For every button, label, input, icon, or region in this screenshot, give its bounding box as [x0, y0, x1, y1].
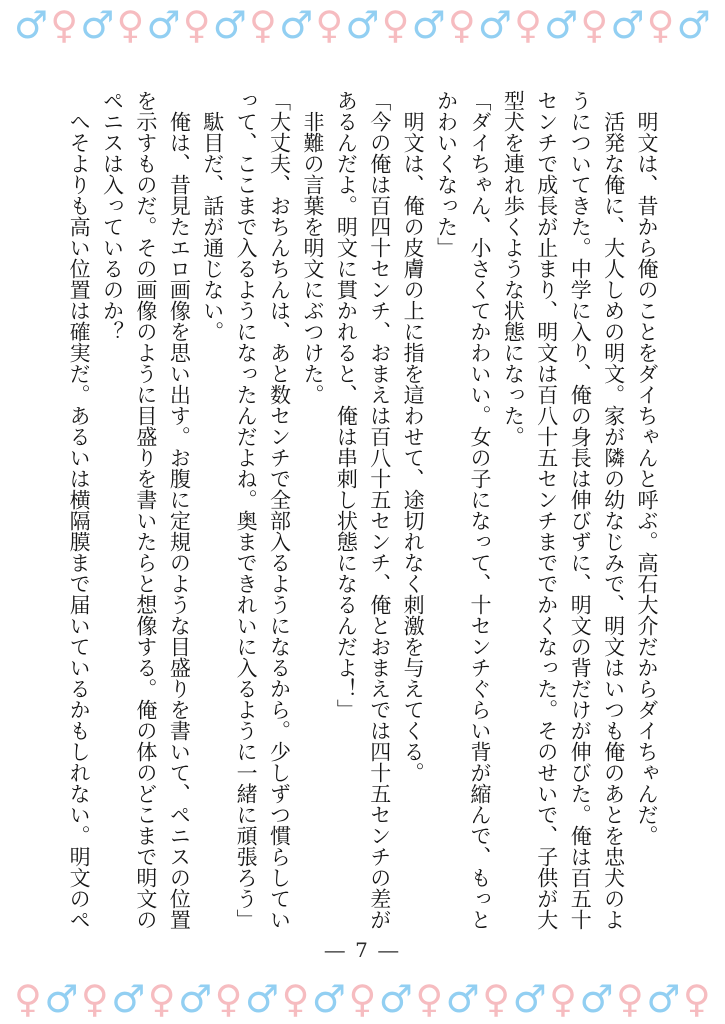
male-symbol-icon: ♂	[311, 977, 346, 1021]
male-symbol-icon: ♂	[579, 977, 614, 1021]
female-symbol-icon: ♀	[447, 3, 476, 47]
female-symbol-icon: ♀	[415, 977, 444, 1021]
paragraph: 明文は、昔から俺のことをダイちゃんと呼ぶ。高石大介だからダイちゃんだ。	[635, 111, 659, 846]
male-symbol-icon: ♂	[477, 3, 512, 47]
male-symbol-icon: ♂	[676, 3, 711, 47]
female-symbol-icon: ♀	[281, 977, 310, 1021]
male-symbol-icon: ♂	[245, 977, 280, 1021]
female-symbol-icon: ♀	[580, 3, 609, 47]
page-number	[0, 938, 725, 962]
male-symbol-icon: ♂	[111, 977, 146, 1021]
female-symbol-icon: ♀	[214, 977, 243, 1021]
female-symbol-icon: ♀	[482, 977, 511, 1021]
paragraph: へそよりも高い位置は確実だ。あるいは横隔膜まで届いているかもしれない。明文のペ	[67, 111, 92, 930]
male-symbol-icon: ♂	[646, 977, 681, 1021]
female-symbol-icon: ♀	[381, 3, 410, 47]
female-symbol-icon: ♀	[80, 977, 109, 1021]
paragraph: 「大丈夫、おちんちんは、あと数センチで全部入るようになるから。少しずつ慣らしていって、ここまで入るようになったんだよね。奥まできれいに入るように一緒に頑張ろう」	[234, 90, 292, 930]
female-symbol-icon: ♀	[50, 3, 79, 47]
paragraph: 活発な俺に、大人しめの明文。家が隣の幼なじみで、明文はいつも俺のあとを忠犬のようについてきた。中学に入り、俺の身長は伸びずに、明文の背だけが伸びた。俺は百五十センチで成長が止まり、明文は百八十五センチまででかくなった。そのせいで、子供が大型犬を連れ歩くような状態になった。	[501, 90, 626, 930]
page-number-label: ― 7 ―	[324, 938, 401, 962]
male-symbol-icon: ♂	[544, 3, 579, 47]
female-symbol-icon: ♀	[116, 3, 145, 47]
male-symbol-icon: ♂	[512, 977, 547, 1021]
male-symbol-icon: ♂	[80, 3, 115, 47]
top-gender-symbol-border	[0, 2, 725, 48]
male-symbol-icon: ♂	[178, 977, 213, 1021]
novel-body-text	[61, 90, 663, 932]
male-symbol-icon: ♂	[610, 3, 645, 47]
male-symbol-icon: ♂	[411, 3, 446, 47]
male-symbol-icon: ♂	[44, 977, 79, 1021]
male-symbol-icon: ♂	[146, 3, 181, 47]
female-symbol-icon: ♀	[147, 977, 176, 1021]
female-symbol-icon: ♀	[514, 3, 542, 47]
female-symbol-icon: ♀	[616, 977, 644, 1021]
paragraph: 非難の言葉を明文にぶつけた。	[300, 111, 325, 405]
male-symbol-icon: ♂	[445, 977, 480, 1021]
male-symbol-icon: ♂	[345, 3, 380, 47]
paragraph: 明文は、俺の皮膚の上に指を這わせて、途切れなく刺激を与えてくる。	[401, 111, 426, 783]
paragraph: 俺は、昔見たエロ画像を思い出す。お腹に定規のような目盛りを書いて、ペニスの位置を示すものだ。その画像のように目盛りを書いたらと想像する。俺の体のどこまで明文のペニスは入っているのか？	[100, 90, 192, 930]
female-symbol-icon: ♀	[182, 3, 211, 47]
female-symbol-icon: ♀	[14, 977, 42, 1021]
female-symbol-icon: ♀	[646, 3, 675, 47]
female-symbol-icon: ♀	[315, 3, 344, 47]
paragraph: 「今の俺は百四十センチ、おまえは百八十五センチ、俺とおまえでは四十五センチの差があるんだよ。明文に貫かれると、俺は串刺し状態になるんだよ！」	[334, 90, 392, 930]
female-symbol-icon: ♀	[249, 3, 277, 47]
male-symbol-icon: ♂	[212, 3, 247, 47]
female-symbol-icon: ♀	[682, 977, 711, 1021]
female-symbol-icon: ♀	[348, 977, 377, 1021]
male-symbol-icon: ♂	[378, 977, 413, 1021]
male-symbol-icon: ♂	[279, 3, 314, 47]
male-symbol-icon: ♂	[14, 3, 49, 47]
paragraph: 駄目だ、話が通じない。	[200, 111, 225, 342]
female-symbol-icon: ♀	[549, 977, 577, 1021]
paragraph: 「ダイちゃん、小さくてかわいい。女の子になって、十センチぐらい背が縮んで、もっとかわいくなった」	[434, 90, 492, 930]
bottom-gender-symbol-border	[0, 976, 725, 1022]
